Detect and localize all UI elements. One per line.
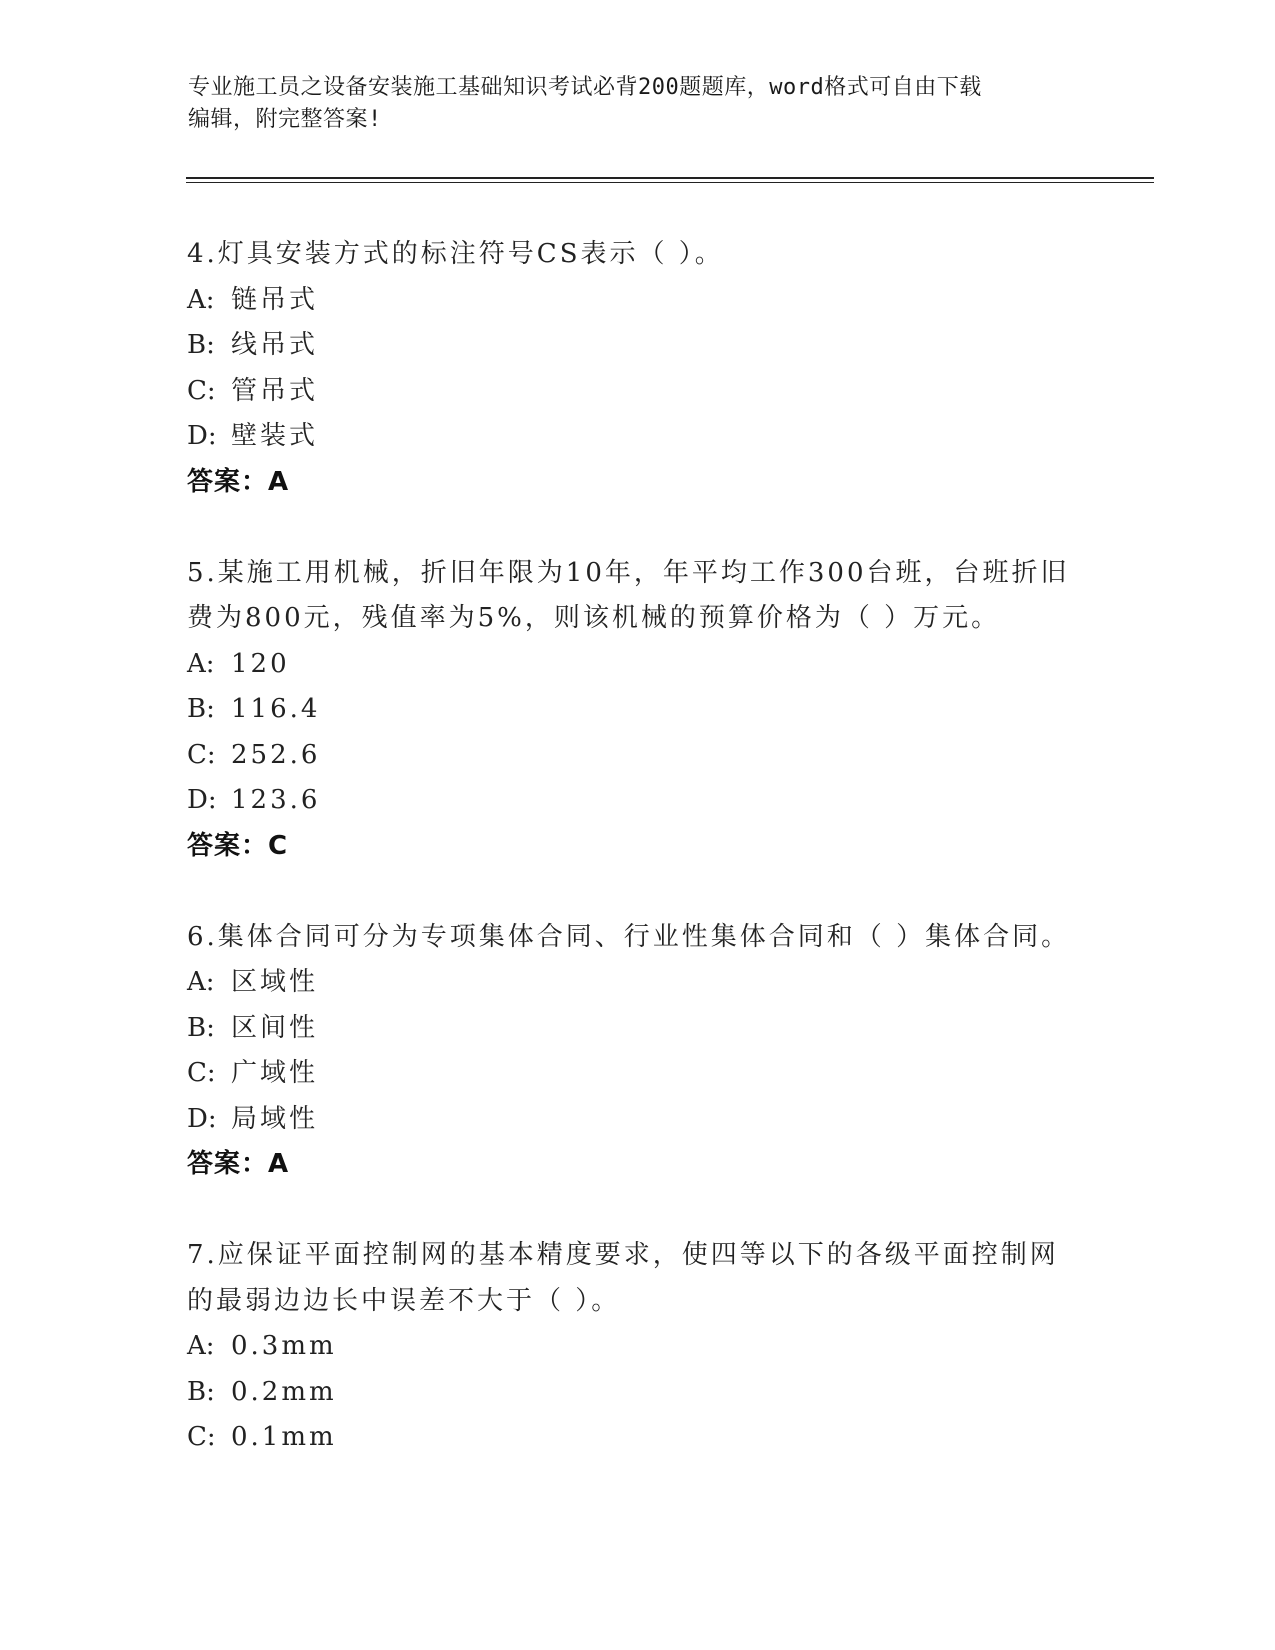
- option-text: 116.4: [231, 694, 321, 724]
- option-letter: A:: [187, 648, 215, 679]
- question-text: 4.灯具安装方式的标注符号CS表示（ ）。: [187, 239, 724, 269]
- header-divider-thick: [186, 177, 1154, 179]
- option-c: [187, 1051, 1087, 1097]
- question-spacer: [187, 1188, 1087, 1234]
- option-text: 局域性: [231, 1103, 319, 1134]
- header-line-1: 专业施工员之设备安装施工基础知识考试必背200题题库，word格式可自由下载: [188, 75, 982, 100]
- option-text: 0.2mm: [231, 1376, 337, 1407]
- option-letter: A:: [187, 967, 215, 997]
- option-text: 252.6: [231, 739, 321, 770]
- option-letter: C:: [187, 375, 216, 406]
- document-header: [188, 72, 1088, 136]
- option-letter: D:: [187, 785, 217, 815]
- option-a: [187, 1324, 1087, 1370]
- option-letter: C:: [187, 739, 216, 770]
- option-text: 管吊式: [231, 375, 319, 406]
- option-c: [187, 369, 1087, 415]
- option-text: 0.1mm: [231, 1422, 337, 1452]
- option-text: 广域性: [231, 1058, 319, 1088]
- option-text: 线吊式: [231, 330, 319, 360]
- option-b: [187, 323, 1087, 369]
- option-letter: C:: [187, 1058, 216, 1088]
- option-a: [187, 278, 1087, 324]
- option-text: 区间性: [231, 1012, 319, 1043]
- option-text: 123.6: [231, 785, 321, 815]
- option-a: [187, 960, 1087, 1006]
- option-b: [187, 1006, 1087, 1052]
- option-text: 区域性: [231, 967, 319, 997]
- question-spacer: [187, 869, 1087, 915]
- option-text: 120: [231, 648, 290, 679]
- question-text: 7.应保证平面控制网的基本精度要求，使四等以下的各级平面控制网: [187, 1240, 1059, 1270]
- question-spacer: [187, 505, 1087, 551]
- option-letter: B:: [187, 1376, 215, 1407]
- question-text: 5.某施工用机械，折旧年限为10年，年平均工作300台班，台班折旧: [187, 557, 1070, 588]
- option-b: [187, 687, 1087, 733]
- question-text-continued: 费为800元，残值率为5%，则该机械的预算价格为（ ）万元。: [187, 603, 1001, 633]
- question-list: [187, 232, 1087, 1461]
- option-letter: B:: [187, 330, 215, 360]
- option-a: [187, 642, 1087, 688]
- question-item: [187, 1233, 1087, 1461]
- option-c: [187, 1415, 1087, 1461]
- option-b: [187, 1370, 1087, 1416]
- option-text: 链吊式: [231, 284, 319, 315]
- answer-label: 答案：A: [187, 1149, 290, 1179]
- option-letter: B:: [187, 1012, 215, 1043]
- option-d: [187, 414, 1087, 460]
- option-letter: A:: [187, 284, 215, 315]
- option-text: 壁装式: [231, 421, 319, 451]
- question-item: [187, 232, 1087, 505]
- option-letter: A:: [187, 1331, 215, 1361]
- option-c: [187, 733, 1087, 779]
- option-d: [187, 778, 1087, 824]
- answer-label: 答案：A: [187, 466, 290, 497]
- question-text-continued: 的最弱边边长中误差不大于（ ）。: [187, 1285, 621, 1316]
- question-item: [187, 551, 1087, 870]
- option-letter: C:: [187, 1422, 216, 1452]
- question-text: 6.集体合同可分为专项集体合同、行业性集体合同和（ ）集体合同。: [187, 921, 1071, 952]
- option-letter: B:: [187, 694, 215, 724]
- answer-label: 答案：C: [187, 830, 289, 861]
- option-letter: D:: [187, 1103, 217, 1134]
- header-line-2: 编辑，附完整答案!: [188, 107, 382, 132]
- question-item: [187, 915, 1087, 1188]
- header-divider-thin: [186, 182, 1154, 183]
- option-d: [187, 1097, 1087, 1143]
- option-letter: D:: [187, 421, 217, 451]
- option-text: 0.3mm: [231, 1331, 337, 1361]
